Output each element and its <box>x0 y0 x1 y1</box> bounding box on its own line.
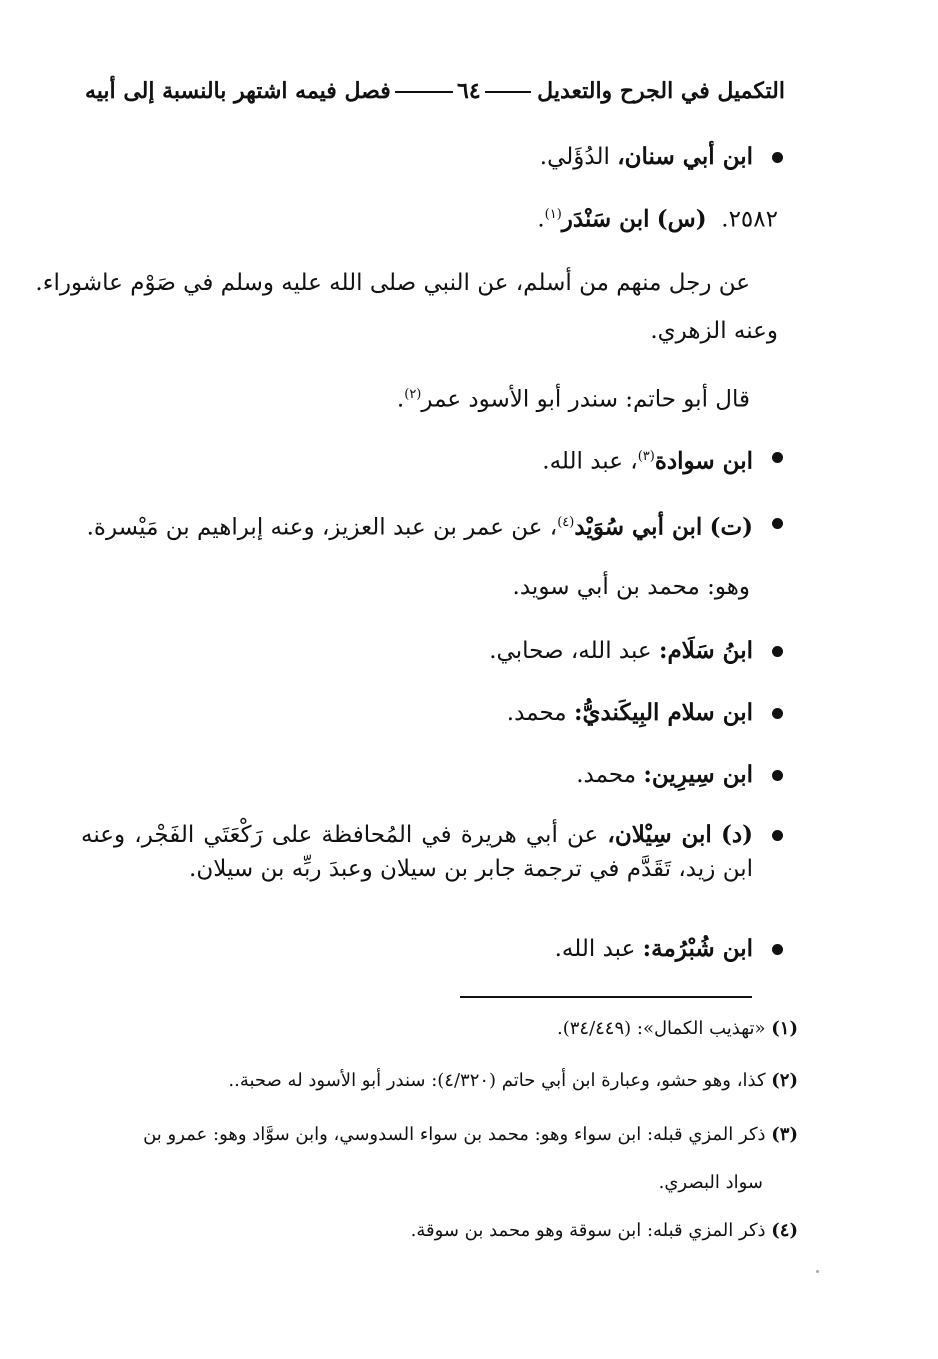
entry-2582: ٢٥٨٢. (س) ابن سَنْدَر$^{(١)}$. <box>537 205 778 233</box>
entry-ibn-abi-sinan: ابن أبي سنان، الدُؤَلي. <box>540 140 753 174</box>
page-number: ٦٤ <box>403 78 535 104</box>
entry-body: عن رجل منهم من أسلم، عن النبي صلى الله عليه وسلم في صَوْم عاشوراء. <box>35 270 750 296</box>
entry-body: قال أبو حاتم: سندر أبو الأسود عمر$^{(٢)}$. <box>396 386 750 413</box>
footnote-4: (٤) ذكر المزي قبله: ابن سوقة وهو محمد بن سوقة. <box>410 1220 798 1241</box>
entry-ibn-shubruma: ابن شُبْرُمة: عبد الله. <box>555 932 753 966</box>
entry-ibn-sawada: ابن سوادة$^{(٣)}$، عبد الله. <box>542 440 753 479</box>
entry-body: وعنه الزهري. <box>650 318 778 344</box>
entry-ibn-salam-baykandi: ابن سلام البِيكَنديُّ: محمد. <box>507 696 753 730</box>
entry-ibn-saylan: (د) ابن سِيْلان، عن أبي هريرة في المُحافظة على رَكْعَتَي الفَجْر، وعنه ابن زيد، تَقَدَّم في ترجمة جابر بن سيلان وعبدَ ربِّه بن سيلان. <box>81 818 753 886</box>
entry-number: ٢٥٨٢. <box>721 206 778 233</box>
chapter-title: فصل فيمه اشتهر بالنسبة إلى أبيه <box>85 78 445 104</box>
entry-ibn-abi-suwayd: (ت) ابن أبي سُوَيْد$^{(٤)}$، عن عمر بن عبد العزيز، وعنه إبراهيم بن مَيْسرة. <box>87 506 753 545</box>
footnote-1: (١) «تهذيب الكمال»: (٣٤/٤٤٩). <box>556 1018 798 1039</box>
scan-speck <box>816 1270 819 1273</box>
book-title: التكميل في الجرح والتعديل <box>537 78 785 104</box>
footnote-3: (٣) ذكر المزي قبله: ابن سواء وهو: محمد بن سواء السدوسي، وابن سوَّاد وهو: عمرو بن <box>143 1124 798 1145</box>
footnote-separator <box>460 996 752 998</box>
footnote-2: (٢) كذا، وهو حشو، وعبارة ابن أبي حاتم (٤/٣٢٠): سندر أبو الأسود له صحبة.. <box>228 1070 798 1091</box>
running-header <box>85 70 785 118</box>
entry-ibn-salam: ابنُ سَلَام: عبد الله، صحابي. <box>489 634 753 668</box>
entry-body: وهو: محمد بن أبي سويد. <box>512 574 750 600</box>
entry-ibn-sirin: ابن سِيرِين: محمد. <box>576 758 753 792</box>
footnote-3-continued: سواد البصري. <box>658 1172 763 1193</box>
